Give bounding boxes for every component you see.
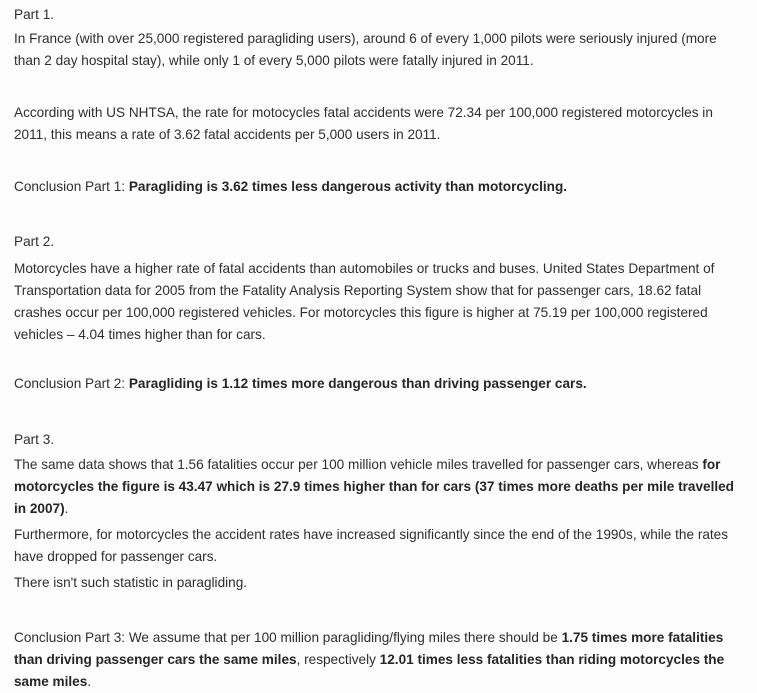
part-2-section bbox=[14, 231, 740, 395]
part-3-same-data-bold: for motorcycles the figure is 43.47 which is 27.9 times higher than for cars (37 times more deaths per mile travelled in 2007) bbox=[14, 457, 734, 516]
conclusion-part-3-period: . bbox=[87, 674, 92, 689]
part-3-paragraph-furthermore: Furthermore, for motorcycles the accident rates have increased significantly since the end of the 1990s, while the rates have dropped for passenger cars. bbox=[14, 527, 729, 564]
conclusion-part-3-prefix: Conclusion Part 3: We assume that per 100 million paragliding/flying miles there should be bbox=[14, 630, 562, 645]
part-1-section bbox=[14, 4, 740, 198]
part-3-same-data-normal: The same data shows that 1.56 fatalities occur per 100 million vehicle miles travelled for passenger cars, whereas bbox=[14, 457, 703, 472]
conclusion-part-2 bbox=[14, 373, 740, 395]
part-2-paragraph-motorcycles: Motorcycles have a higher rate of fatal accidents than automobiles or trucks and buses. United States Department of Transportation data for 2005 from the Fatality Analysis Reporting System show that for passenger cars, 18.62 fatal crashes occur per 100,000 registered vehicles. For motorcycles this figure is higher at 75.19 per 100,000 registered vehicles – 4.04 times higher than for cars. bbox=[14, 261, 715, 342]
conclusion-part-1 bbox=[14, 176, 740, 198]
conclusion-part-3-mid: , respectively bbox=[296, 652, 380, 667]
conclusion-part-1-prefix: Conclusion Part 1: bbox=[14, 179, 129, 194]
conclusion-part-3 bbox=[14, 627, 740, 693]
part-1-paragraph-nhtsa: According with US NHTSA, the rate for motocycles fatal accidents were 72.34 per 100,000 registered motorcycles in 2011, this means a rate of 3.62 fatal accidents per 5,000 users in 2011. bbox=[14, 105, 713, 142]
conclusion-part-3-bold-motorcycles: 12.01 times less fatalities than riding motorcycles the same miles bbox=[14, 652, 725, 689]
part-1-heading: Part 1. bbox=[14, 7, 55, 22]
part-3-paragraph-same-data bbox=[14, 454, 740, 520]
part-1-paragraph-france: In France (with over 25,000 registered paragliding users), around 6 of every 1,000 pilots were seriously injured (more than 2 day hospital stay), while only 1 of every 5,000 pilots were fatally injured in 2011. bbox=[14, 31, 717, 68]
part-3-same-data-period: . bbox=[64, 501, 69, 516]
part-2-heading: Part 2. bbox=[14, 234, 55, 249]
conclusion-part-2-prefix: Conclusion Part 2: bbox=[14, 376, 129, 391]
part-3-heading: Part 3. bbox=[14, 432, 55, 447]
part-3-section bbox=[14, 429, 740, 693]
conclusion-part-2-bold: Paragliding is 1.12 times more dangerous than driving passenger cars. bbox=[128, 376, 587, 391]
conclusion-part-1-bold: Paragliding is 3.62 times less dangerous activity than motorcycling. bbox=[128, 179, 568, 194]
conclusion-part-3-bold-cars: 1.75 times more fatalities than driving passenger cars the same miles bbox=[14, 630, 724, 667]
part-3-paragraph-no-statistic: There isn't such statistic in paragliding. bbox=[14, 575, 248, 590]
